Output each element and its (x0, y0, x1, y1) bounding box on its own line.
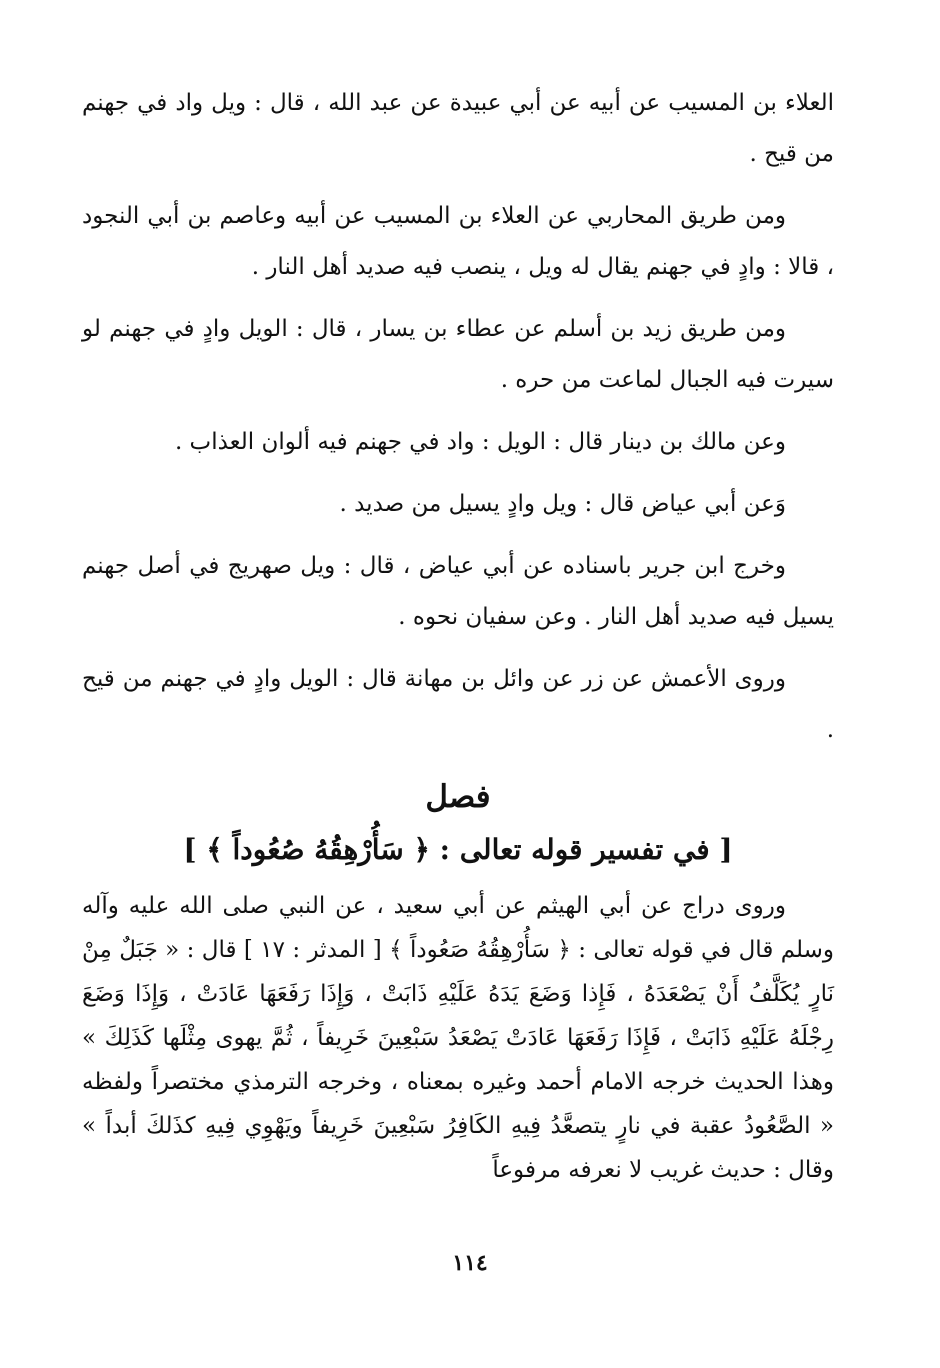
paragraph-5: وَعن أبي عياض قال : ويل وادٍ يسيل من صديد . (339, 491, 786, 517)
section-title: فصل (425, 779, 491, 815)
page-number: ١١٤ (452, 1250, 488, 1276)
paragraph-1: العلاء بن المسيب عن أبيه عن أبي عبيدة عن عبد الله ، قال : ويل واد في جهنم من قيح . (82, 90, 834, 167)
paragraph-2: ومن طريق المحاربي عن العلاء بن المسيب عن أبيه وعاصم بن أبي النجود ، قالا : وادٍ في جهنم يقال له ويل ، ينصب فيه صديد أهل النار . (82, 203, 834, 280)
paragraph-8: وروى دراج عن أبي الهيثم عن أبي سعيد ، عن النبي صلى الله عليه وآله وسلم قال في قوله تعالى : ﴿ سَأُرْهِقُهُ صَعُوداً ﴾ [ المدثر : ١٧ ] قال : « جَبَلٌ مِنْ نَارٍ يُكَلَّفُ أَنْ يَصْعَدَهُ ، فَإِذا وَضَعَ يَدَهُ عَلَيْهِ ذَابَتْ ، وَإِذَا رَفَعَهَا عَادَتْ ، وَإِذَا وَضَعَ رِجْلَهُ عَلَيْهِ ذَابَتْ ، فَإِذَا رَفَعَهَا عَادَتْ يَصْعَدُ سَبْعِينَ خَرِيفاً ، ثُمَّ يهوى مِثْلَها كَذَلِكَ » وهذا الحديث خرجه الامام أحمد وغيره بمعناه ، وخرجه الترمذي مختصراً ولفظه « الصَّعُودُ عقبة في نارٍ يتصعَّدُ فِيهِ الكَافِرُ سَبْعِينَ خَرِيفاً ويَهْوِي فِيهِ كذَلكَ أبداً » وقال : حديث غريب لا نعرفه مرفوعاً (82, 893, 834, 1183)
section-heading (82, 772, 834, 878)
section-subtitle: [ في تفسير قوله تعالى : ﴿ سَأُرْهِقُهُ صُعُوداً ﴾ ] (183, 833, 733, 866)
paragraph-6: وخرج ابن جرير باسناده عن أبي عياض ، قال : ويل صهريج في أصل جهنم يسيل فيه صديد أهل النار . وعن سفيان نحوه . (82, 553, 834, 630)
top-paragraphs (82, 78, 834, 756)
paragraph-4: وعن مالك بن دينار قال : الويل : واد في جهنم فيه ألوان العذاب . (174, 429, 786, 455)
paragraph-7: وروى الأعمش عن زر عن وائل بن مهانة قال : الويل وادٍ في جهنم من قيح . (82, 666, 834, 743)
document-page (82, 78, 834, 1192)
paragraph-3: ومن طريق زيد بن أسلم عن عطاء بن يسار ، قال : الويل وادٍ في جهنم لو سيرت فيه الجبال لماعت من حره . (82, 316, 834, 393)
section-body (82, 884, 834, 1192)
